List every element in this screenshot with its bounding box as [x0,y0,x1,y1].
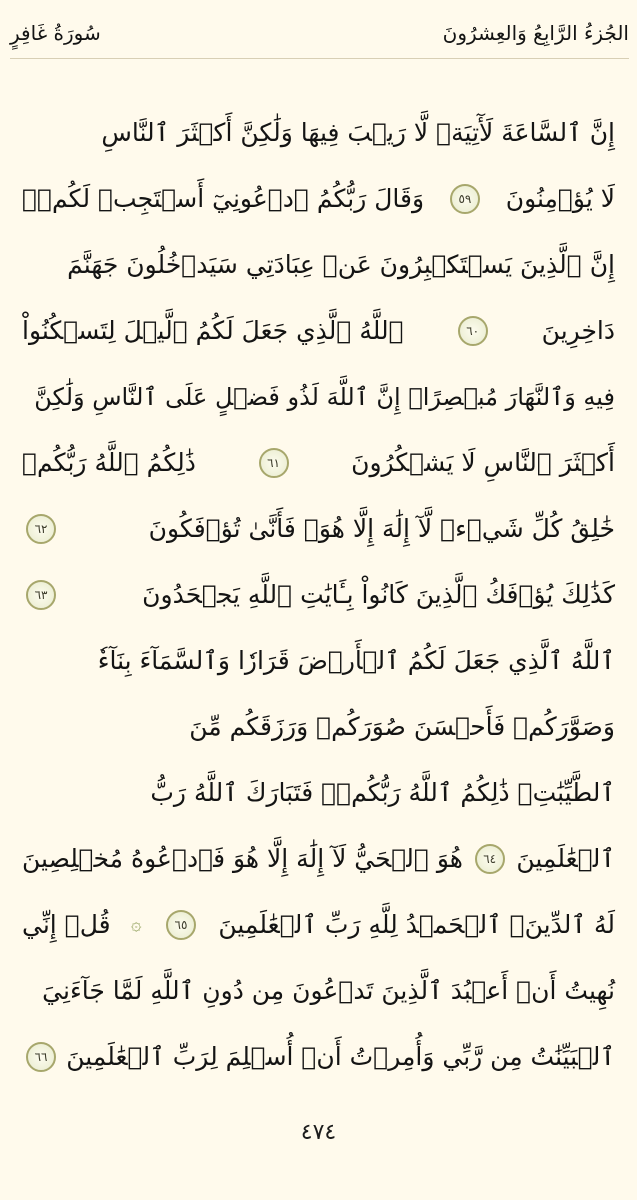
text-line [22,826,615,892]
ayah-number-marker: ٦١ [259,448,289,478]
line-text: أَكۡثَرَ ٱلنَّاسِ لَا يَشۡكُرُونَ [351,448,615,477]
text-line [22,628,615,694]
line-text: ٱللَّهُ ٱلَّذِي جَعَلَ لَكُمُ ٱلۡأَرۡضَ قَرَارٗا وَٱلسَّمَآءَ بِنَآءٗ [97,646,615,675]
ayah-number-marker: ٦٥ [166,910,196,940]
header-divider [10,58,629,59]
quran-text-block [22,100,615,1090]
text-line [22,694,615,760]
text-line [22,1024,615,1090]
line-text: إِنَّ ٱلسَّاعَةَ لَأٓتِيَةٞ لَّا رَيۡبَ فِيهَا وَلَٰكِنَّ أَكۡثَرَ ٱلنَّاسِ [101,118,615,147]
juz-name: الجُزءُ الرَّابِعُ وَالعِشرُونَ [442,21,629,45]
rub-el-hizb-icon: ۞ [130,914,142,935]
ayah-number-marker: ٦٤ [475,844,505,874]
line-text: خَٰلِقُ كُلِّ شَيۡءٖ لَّآ إِلَٰهَ إِلَّا هُوَۖ فَأَنَّىٰ تُؤۡفَكُونَ [148,514,615,543]
text-line [22,562,615,628]
ayah-number-marker: ٦٠ [458,316,488,346]
text-line [22,496,615,562]
line-text: وَصَوَّرَكُمۡ فَأَحۡسَنَ صُوَرَكُمۡ وَرَزَقَكُم مِّنَ [189,712,615,741]
text-line [22,892,615,958]
line-text: دَاخِرِينَ [541,316,615,345]
line-text: لَهُ ٱلدِّينَۗ ٱلۡحَمۡدُ لِلَّهِ رَبِّ ٱلۡعَٰلَمِينَ [218,910,615,939]
line-text: إِنَّ ٱلَّذِينَ يَسۡتَكۡبِرُونَ عَنۡ عِبَادَتِي سَيَدۡخُلُونَ جَهَنَّمَ [67,250,615,279]
ayah-number-marker: ٦٦ [26,1042,56,1072]
line-text-after: قُلۡ إِنِّي [22,910,111,939]
text-line [22,232,615,298]
line-text: ٱلۡبَيِّنَٰتُ مِن رَّبِّي وَأُمِرۡتُ أَنۡ أُسۡلِمَ لِرَبِّ ٱلۡعَٰلَمِينَ [66,1042,615,1071]
line-text-after: هُوَ ٱلۡحَيُّ لَآ إِلَٰهَ إِلَّا هُوَ فَٱدۡعُوهُ مُخۡلِصِينَ [22,844,463,873]
page-number: ٤٧٤ [300,1120,337,1145]
text-line [22,298,615,364]
line-text: لَا يُؤۡمِنُونَ [505,184,615,213]
text-line [22,100,615,166]
page-header [0,0,637,66]
line-text-after: ٱللَّهُ ٱلَّذِي جَعَلَ لَكُمُ ٱلَّيۡلَ لِتَسۡكُنُواْ [22,316,404,345]
line-text: ٱلطَّيِّبَٰتِۚ ذَٰلِكُمُ ٱللَّهُ رَبُّكُمۡۖ فَتَبَارَكَ ٱللَّهُ رَبُّ [150,778,615,807]
text-line [22,166,615,232]
line-text: فِيهِ وَٱلنَّهَارَ مُبۡصِرًاۚ إِنَّ ٱللَّهَ لَذُو فَضۡلٍ عَلَى ٱلنَّاسِ وَلَٰكِنَّ [34,383,615,411]
line-text: نُهِيتُ أَنۡ أَعۡبُدَ ٱلَّذِينَ تَدۡعُونَ مِن دُونِ ٱللَّهِ لَمَّا جَآءَنِيَ [42,976,615,1005]
ayah-number-marker: ٦٣ [26,580,56,610]
line-text: ٱلۡعَٰلَمِينَ [516,844,615,873]
ayah-number-marker: ٥٩ [450,184,480,214]
text-line [22,430,615,496]
line-text-after: ذَٰلِكُمُ ٱللَّهُ رَبُّكُمۡ [22,448,196,477]
text-line [22,364,615,430]
line-text-after: وَقَالَ رَبُّكُمُ ٱدۡعُونِيٓ أَسۡتَجِبۡ لَكُمۡۚ [22,184,425,213]
text-line [22,958,615,1024]
text-line [22,760,615,826]
surah-name: سُورَةُ غَافِرٍ [10,21,101,45]
ayah-number-marker: ٦٢ [26,514,56,544]
line-text: كَذَٰلِكَ يُؤۡفَكُ ٱلَّذِينَ كَانُواْ بِـَٔايَٰتِ ٱللَّهِ يَجۡحَدُونَ [142,580,615,609]
